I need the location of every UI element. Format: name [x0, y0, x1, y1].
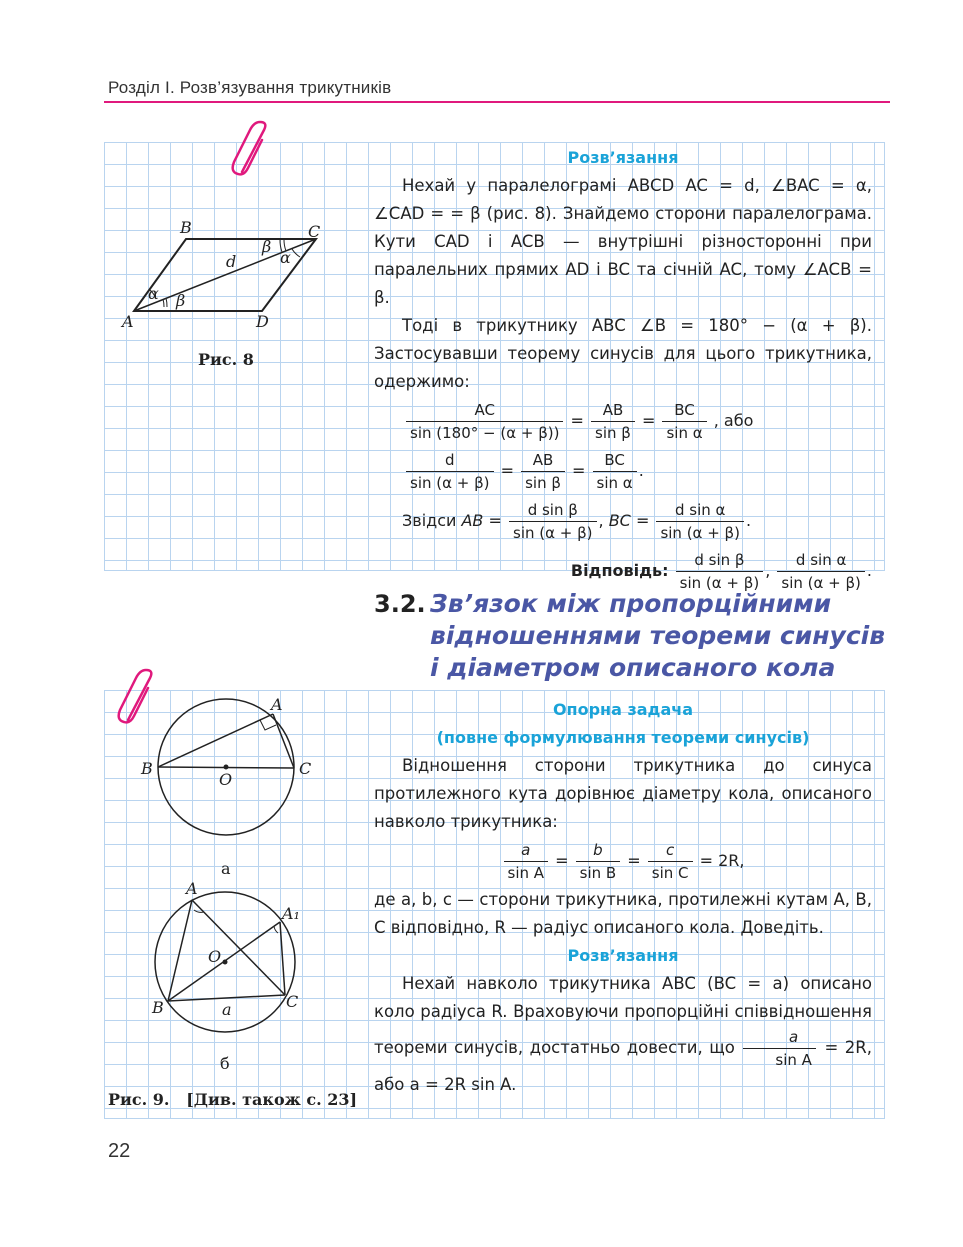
frac-num: d sin β: [509, 499, 597, 522]
frac-num: BC: [593, 449, 637, 472]
frac-num: d: [406, 449, 494, 472]
frac-den: sin (α + β): [410, 474, 490, 492]
frac-num: c: [648, 839, 693, 862]
frac-den: sin A: [507, 864, 545, 882]
fig9-caption: [108, 1090, 357, 1109]
fig8-label-D: D: [256, 312, 269, 331]
frac-den: sin C: [651, 864, 689, 882]
fig9a-sublabel: а: [221, 859, 231, 878]
formula-sine-law-1: $\frac{AC}{\sin (180^\circ - (\alpha + \beta))}$ = $\frac{AB}{\text{sin β}}$ = $\frac{BC}{\text{sin α}}$ , або: [374, 396, 872, 446]
frac-den: sin B: [579, 864, 617, 882]
section-title-line-3: і діаметром описаного кола: [430, 653, 836, 682]
fig9b-label-A1: A₁: [282, 904, 300, 923]
fig8-label-d: d: [226, 252, 237, 271]
frac-num: d sin α: [656, 499, 744, 522]
formula-full-sine-law: $\frac{a}{\text{sin A}}$ = $\frac{b}{\text{sin B}}$ = $\frac{c}{\text{sin C}}$ = 2R,: [374, 836, 872, 886]
formula-tail: , або: [713, 411, 754, 430]
section-number: 3.2.: [374, 590, 426, 618]
formula-prefix: Звідси: [402, 511, 457, 530]
formula-tail: = 2R,: [699, 851, 745, 870]
frac-den: sin (α + β): [781, 574, 861, 592]
fig8-label-C: C: [308, 222, 321, 241]
circle-figure-a: [135, 690, 325, 880]
theorem-definitions: де a, b, c — сторони трикутника, протилежні кутам A, B, C відповідно, R — радіус описаного кола. Доведіть.: [374, 890, 872, 937]
frac-num: AC: [406, 399, 563, 422]
fig9a-label-A: A: [271, 695, 283, 714]
frac-den: sin (α + β): [513, 524, 593, 542]
solution-heading: Розв’язання: [567, 148, 679, 167]
fig9b-label-O: O: [208, 947, 222, 966]
frac-den: sin α: [666, 424, 703, 442]
reference-task-heading: Опорна задача: [552, 700, 694, 719]
frac-den: sin β: [525, 474, 561, 492]
proof-text-end: = 2R, або: [374, 1038, 872, 1094]
answer-line: Відповідь: $\frac{\text{d sin β}}{\sin (\alpha + \beta)}$ , $\frac{\text{d sin α}}{\sin (\alpha + \beta)}$ .: [570, 551, 872, 592]
solution-block-1: [374, 144, 872, 596]
running-header: Розділ I. Розв’язування трикутників: [108, 78, 392, 97]
theorem-statement: Відношення сторони трикутника до синуса протилежного кута дорівнює діаметру кола, описаного навколо трикутника:: [374, 756, 872, 831]
frac-num: a: [743, 1026, 816, 1049]
fig9b-label-C: C: [286, 992, 299, 1011]
paperclip-icon: [228, 120, 278, 180]
frac-num: a: [504, 839, 549, 862]
fig9b-sublabel: б: [220, 1054, 230, 1073]
frac-num: d sin α: [777, 549, 865, 572]
frac-den: sin (α + β): [679, 574, 760, 592]
proof-paragraph: [374, 970, 872, 1099]
circle-figure-b: [140, 875, 330, 1075]
fig8-label-A: A: [122, 312, 134, 331]
fig9-caption-ref: [Див. також с. 23]: [186, 1090, 358, 1109]
proof-last: a = 2R sin A.: [409, 1075, 517, 1094]
frac-den: sin α: [596, 474, 633, 492]
fig9b-label-A: A: [186, 879, 198, 898]
answer-label: Відповідь:: [570, 561, 669, 580]
fig9b-label-a: a: [222, 1000, 232, 1019]
frac-num: AB: [521, 449, 565, 472]
proof-text: Нехай навколо трикутника ABC (BC = a) описано коло радіуса R. Враховуючи пропорційні співвідношення теореми синусів, достатньо довести, що: [374, 974, 872, 1057]
frac-num: b: [576, 839, 621, 862]
fig8-label-alpha: α: [148, 284, 159, 303]
section-title: [430, 588, 885, 684]
fig9-caption-label: Рис. 9.: [108, 1090, 170, 1109]
frac-den: sin (180° − (α + β)): [410, 424, 560, 442]
frac-num: d sin β: [676, 549, 764, 572]
section-title-line-1: Зв’язок між пропорційними: [430, 589, 832, 618]
fig8-label-beta-C: β: [262, 237, 272, 256]
bc-label: BC =: [608, 511, 650, 530]
reference-task-subheading: (повне формулювання теореми синусів): [436, 728, 810, 747]
fig9a-label-C: C: [299, 759, 312, 778]
frac-den: sin β: [595, 424, 631, 442]
fig8-caption: Рис. 8: [198, 350, 254, 369]
solution-heading-2: Розв’язання: [567, 946, 679, 965]
frac-num: AB: [591, 399, 635, 422]
formula-sides: Звідси AB = $\frac{\text{d sin β}}{\sin (\alpha + \beta)}$ , BC = $\frac{\text{d sin α}}{\sin (\alpha + \beta)}$ .: [402, 501, 752, 542]
fig9a-label-B: B: [141, 759, 153, 778]
theorem-block: [374, 696, 872, 1099]
parallelogram-figure: [120, 215, 335, 335]
frac-den: sin (α + β): [660, 524, 740, 542]
section-title-line-2: відношеннями теореми синусів: [430, 621, 886, 650]
header-rule: [104, 101, 890, 103]
ab-label: AB =: [461, 511, 502, 530]
formula-sine-law-2: $\frac{d}{\sin (\alpha + \beta)}$ = $\frac{AB}{\text{sin β}}$ = $\frac{BC}{\text{sin α}}$ .: [374, 446, 872, 496]
fig9a-label-O: O: [219, 770, 233, 789]
fig8-label-beta-A: β: [176, 291, 186, 310]
frac-num: BC: [662, 399, 706, 422]
frac-den: sin A: [775, 1051, 812, 1069]
fig9b-label-B: B: [152, 998, 164, 1017]
solution-paragraph-1: Нехай у паралелограмі ABCD AC = d, ∠BAC = α, ∠CAD = = β (рис. 8). Знайдемо сторони паралелограма. Кути CAD і ACB — внутрішні різносторонні при паралельних прямих AD і BC та січній AC, тому ∠ACB = β.: [374, 176, 872, 307]
page-number: 22: [108, 1140, 131, 1162]
fig8-label-alpha-C: α: [280, 248, 291, 267]
fig8-label-B: B: [180, 218, 192, 237]
solution-paragraph-2: Тоді в трикутнику ABC ∠B = 180° − (α + β). Застосувавши теорему синусів для цього трикутника, одержимо:: [374, 316, 872, 391]
